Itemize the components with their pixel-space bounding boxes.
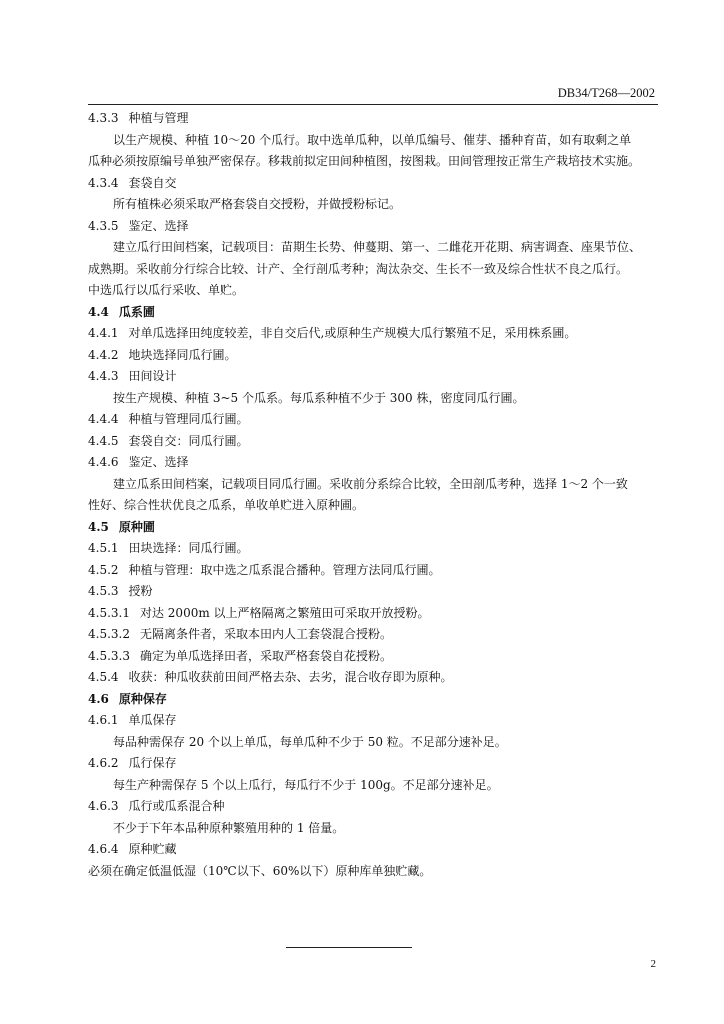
heading-4-4-6 [88, 452, 660, 474]
clause-text: 无隔离条件者，采取本田内人工套袋混合授粉。 [139, 627, 392, 641]
clause-text: 对达 2000m 以上严格隔离之繁殖田可采取开放授粉。 [139, 605, 430, 620]
clause-4-5-3-1 [88, 603, 660, 625]
heading-4-4 [88, 302, 660, 324]
heading-4-6-3 [88, 796, 660, 818]
section-number: 4.4.2 [88, 347, 119, 362]
section-number: 4.4.4 [88, 412, 119, 426]
section-number: 4.5 [88, 519, 109, 534]
section-title: 种植与管理 [128, 111, 189, 125]
section-number: 4.6.4 [88, 842, 119, 856]
clause-text: 确定为单瓜选择田者，采取严格套袋自花授粉。 [139, 648, 392, 663]
section-title: 瓜系圃 [118, 304, 155, 319]
section-title: 鉴定、选择 [128, 455, 189, 469]
paragraph-line: 必须在确定低温低湿（10℃以下、60%以下）原种库单独贮藏。 [88, 863, 432, 878]
clause-4-5-4 [88, 667, 660, 689]
section-number: 4.6 [88, 691, 109, 706]
clause-4-4-4 [88, 409, 660, 431]
section-number: 4.5.3.3 [88, 648, 130, 663]
paragraph-line: 每生产种需保存 5 个以上瓜行，每瓜行不少于 100g。不足部分速补足。 [113, 777, 499, 792]
section-title: 鉴定、选择 [128, 218, 189, 233]
section-number: 4.6.1 [88, 713, 119, 727]
clause-text: 对单瓜选择田纯度较差，非自交后代,或原种生产规模大瓜行繁殖不足，采用株系圃。 [128, 326, 577, 340]
clause-text: 田块选择：同瓜行圃。 [128, 541, 249, 555]
paragraph-line: 建立瓜行田间档案，记载项目：苗期生长势、伸蔓期、第一、二雌花开花期、病害调查、座果节位、 [113, 240, 642, 254]
paragraph-line: 瓜种必须按原编号单独严密保存。移栽前拟定田间种植图，按图栽。田间管理按正常生产栽培技术实施。 [88, 154, 641, 168]
paragraph-line: 建立瓜系田间档案，记载项目同瓜行圃。采收前分系综合比较，全田剖瓜考种，选择 1～2 个一致 [113, 476, 628, 491]
heading-4-5 [88, 517, 660, 539]
section-number: 4.5.3.2 [88, 627, 130, 641]
clause-4-4-2 [88, 345, 660, 367]
section-number: 4.4.5 [88, 433, 119, 448]
section-number: 4.4.3 [88, 369, 119, 383]
section-number: 4.5.2 [88, 562, 119, 577]
section-title: 瓜行保存 [128, 756, 177, 770]
heading-4-6 [88, 689, 660, 711]
header-rule [88, 104, 658, 105]
section-title: 原种贮藏 [128, 842, 177, 856]
section-number: 4.4 [88, 304, 109, 319]
footer-rule [286, 947, 412, 948]
page-number: 2 [650, 958, 656, 970]
heading-4-3-4 [88, 173, 660, 195]
section-number: 4.6.3 [88, 799, 119, 813]
heading-4-6-1 [88, 710, 660, 732]
paragraph-line: 所有植株必须采取严格套袋自交授粉，并做授粉标记。 [113, 197, 402, 211]
heading-4-5-3 [88, 581, 660, 603]
section-number: 4.5.1 [88, 541, 119, 555]
section-title: 授粉 [128, 584, 153, 598]
section-number: 4.3.3 [88, 111, 119, 125]
heading-4-3-5 [88, 216, 660, 238]
section-number: 4.5.4 [88, 670, 119, 684]
heading-4-4-3 [88, 366, 660, 388]
section-title: 瓜行或瓜系混合种 [128, 799, 225, 813]
paragraph-line: 成熟期。采收前分行综合比较、计产、全行剖瓜考种；淘汰杂交、生长不一致及综合性状不良之瓜行。 [88, 261, 629, 276]
section-title: 单瓜保存 [128, 713, 177, 727]
heading-4-6-2 [88, 753, 660, 775]
paragraph-line: 以生产规模、种植 10～20 个瓜行。取中选单瓜种，以单瓜编号、催芽、播种育苗，如有取剩之单 [113, 132, 632, 147]
clause-4-5-1 [88, 538, 660, 560]
paragraph-line: 按生产规模、种植 3~5 个瓜系。每瓜系种植不少于 300 株，密度同瓜行圃。 [113, 390, 525, 405]
clause-text: 种植与管理：取中选之瓜系混合播种。管理方法同瓜行圃。 [128, 562, 441, 577]
section-title: 套袋自交 [128, 175, 177, 190]
document-body [88, 108, 660, 882]
clause-text: 套袋自交：同瓜行圃。 [128, 433, 249, 448]
section-title: 田间设计 [128, 369, 177, 383]
section-number: 4.3.5 [88, 218, 119, 233]
section-number: 4.5.3 [88, 584, 119, 598]
doc-code: DB34/T268—2002 [557, 86, 655, 100]
heading-4-6-4 [88, 839, 660, 861]
section-number: 4.4.6 [88, 455, 119, 469]
heading-4-3-3 [88, 108, 660, 130]
paragraph-line: 中选瓜行以瓜行采收、单贮。 [88, 283, 245, 297]
clause-text: 种植与管理同瓜行圃。 [128, 412, 249, 426]
section-title: 原种保存 [118, 691, 167, 706]
clause-4-5-2 [88, 560, 660, 582]
clause-text: 收获：种瓜收获前田间严格去杂、去劣，混合收存即为原种。 [128, 670, 453, 684]
clause-4-5-3-2 [88, 624, 660, 646]
section-number: 4.4.1 [88, 326, 119, 340]
paragraph-line: 每品种需保存 20 个以上单瓜，每单瓜种不少于 50 粒。不足部分速补足。 [113, 734, 507, 749]
clause-4-4-5 [88, 431, 660, 453]
clause-4-5-3-3 [88, 646, 660, 668]
paragraph-line: 不少于下年本品种原种繁殖用种的 1 倍量。 [113, 820, 345, 835]
section-number: 4.3.4 [88, 175, 119, 190]
section-number: 4.6.2 [88, 756, 119, 770]
section-number: 4.5.3.1 [88, 605, 130, 620]
paragraph-line: 性好、综合性状优良之瓜系，单收单贮进入原种圃。 [88, 498, 365, 512]
clause-4-4-1 [88, 323, 660, 345]
section-title: 原种圃 [118, 519, 155, 534]
clause-text: 地块选择同瓜行圃。 [128, 347, 237, 362]
